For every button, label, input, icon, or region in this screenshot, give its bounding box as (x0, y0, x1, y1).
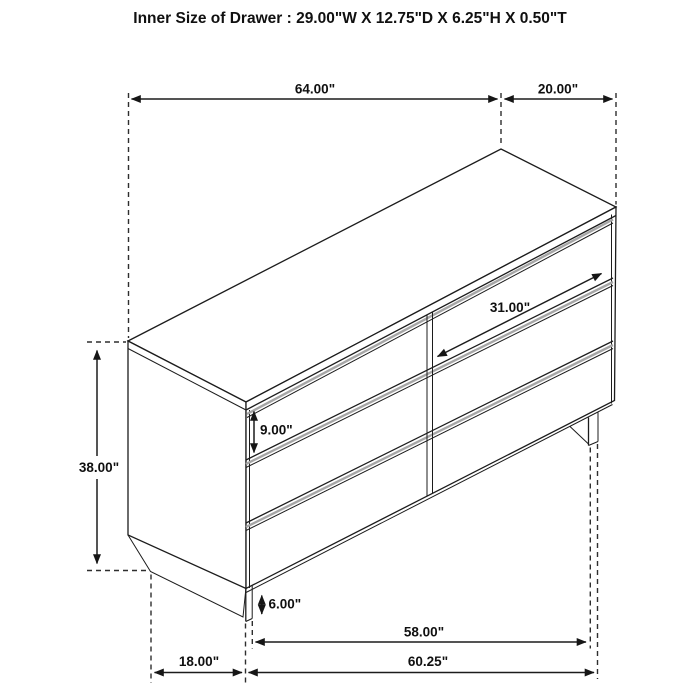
dimension-overall-depth (505, 82, 613, 100)
overall-height-label: 38.00" (78, 460, 120, 475)
leg-span-front-label: 58.00" (403, 624, 445, 640)
leg-height-label: 6.00" (268, 596, 302, 612)
dimension-leg-span-front (256, 625, 587, 643)
dimension-leg-height (262, 596, 301, 615)
base-depth-label: 18.00" (178, 654, 220, 669)
dimension-base-width (249, 654, 595, 673)
page-title: Inner Size of Drawer : 29.00"W X 12.75"D X 6.25"H X 0.50"T (133, 10, 567, 27)
base-width-label: 60.25" (407, 654, 449, 669)
dimension-base-depth (155, 654, 243, 673)
overall-depth-label: 20.00" (537, 81, 579, 97)
drawer-face-height-label: 9.00" (260, 422, 293, 438)
leg-gusset-line (570, 427, 589, 445)
dimension-overall-width (132, 82, 498, 100)
drawer-face-width-label: 31.00" (489, 300, 531, 315)
overall-width-label: 64.00" (294, 81, 336, 97)
dimension-overall-height (79, 351, 119, 564)
dresser-drawing (128, 149, 616, 622)
